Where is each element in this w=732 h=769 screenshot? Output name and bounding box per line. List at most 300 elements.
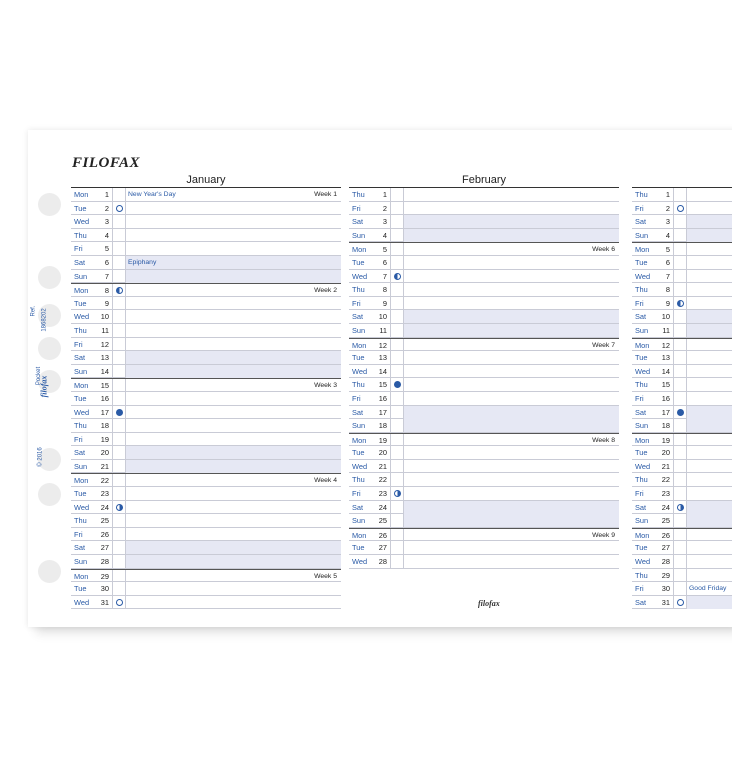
note-area[interactable] bbox=[686, 202, 732, 215]
note-area[interactable] bbox=[686, 460, 732, 473]
note-area[interactable] bbox=[125, 501, 341, 514]
note-area[interactable] bbox=[403, 555, 619, 568]
day-row[interactable] bbox=[349, 242, 619, 256]
day-row[interactable] bbox=[71, 555, 341, 569]
day-row[interactable] bbox=[71, 541, 341, 555]
moon-cell bbox=[390, 256, 402, 269]
day-row[interactable] bbox=[71, 446, 341, 460]
note-area[interactable] bbox=[403, 529, 619, 542]
note-area[interactable] bbox=[403, 270, 619, 283]
note-area[interactable] bbox=[686, 419, 732, 432]
day-name: Wed bbox=[352, 271, 368, 281]
day-row[interactable] bbox=[71, 256, 341, 270]
day-number: 22 bbox=[100, 476, 109, 486]
day-row[interactable] bbox=[632, 229, 732, 243]
day-row[interactable] bbox=[349, 351, 619, 365]
month-column bbox=[349, 173, 619, 569]
day-row[interactable] bbox=[632, 473, 732, 487]
day-name: Tue bbox=[352, 543, 365, 553]
note-area[interactable] bbox=[125, 596, 341, 609]
day-row[interactable] bbox=[349, 419, 619, 433]
day-row[interactable] bbox=[349, 188, 619, 202]
day-row[interactable] bbox=[632, 460, 732, 474]
moon-cell bbox=[390, 419, 402, 432]
day-row[interactable] bbox=[632, 419, 732, 433]
note-area[interactable] bbox=[125, 229, 341, 242]
day-number: 1 bbox=[104, 190, 109, 199]
first-quarter-moon-icon bbox=[677, 504, 684, 511]
note-area[interactable] bbox=[403, 188, 619, 201]
day-row[interactable] bbox=[632, 283, 732, 297]
moon-cell bbox=[390, 446, 402, 459]
day-name: Sat bbox=[635, 312, 647, 322]
day-number: 12 bbox=[100, 339, 109, 349]
day-name: Sat bbox=[74, 257, 86, 267]
day-name: Mon bbox=[352, 245, 367, 255]
moon-cell bbox=[673, 256, 685, 269]
note-area[interactable] bbox=[686, 270, 732, 283]
note-area[interactable] bbox=[686, 596, 732, 609]
day-name: Sun bbox=[635, 421, 649, 431]
day-number: 7 bbox=[104, 271, 109, 281]
note-area[interactable] bbox=[686, 351, 732, 364]
note-area[interactable] bbox=[125, 460, 341, 473]
day-name: Tue bbox=[352, 257, 365, 267]
day-row[interactable] bbox=[349, 473, 619, 487]
day-row[interactable] bbox=[349, 446, 619, 460]
moon-cell bbox=[112, 324, 124, 337]
day-row[interactable] bbox=[632, 596, 732, 610]
note-area[interactable] bbox=[403, 283, 619, 296]
note-area[interactable] bbox=[686, 501, 732, 514]
note-area[interactable] bbox=[125, 474, 341, 487]
note-area[interactable] bbox=[403, 460, 619, 473]
note-area[interactable] bbox=[686, 487, 732, 500]
day-name: Fri bbox=[635, 584, 644, 594]
note-area[interactable] bbox=[403, 473, 619, 486]
day-number: 31 bbox=[100, 597, 109, 607]
moon-cell bbox=[673, 339, 685, 352]
day-name: Sat bbox=[352, 502, 364, 512]
note-area[interactable] bbox=[125, 528, 341, 541]
day-row[interactable] bbox=[349, 297, 619, 311]
day-number: 5 bbox=[104, 244, 109, 254]
moon-cell bbox=[112, 582, 124, 595]
day-row[interactable] bbox=[349, 501, 619, 515]
day-row[interactable] bbox=[632, 569, 732, 583]
note-area[interactable] bbox=[125, 446, 341, 459]
note-area[interactable] bbox=[125, 202, 341, 215]
full-moon-icon bbox=[677, 599, 684, 606]
day-row[interactable] bbox=[349, 528, 619, 542]
day-row[interactable] bbox=[632, 256, 732, 270]
holiday-label: New Year's Day bbox=[128, 191, 176, 198]
note-area[interactable] bbox=[125, 242, 341, 255]
week-number: Week 5 bbox=[314, 572, 337, 580]
week-number: Week 2 bbox=[314, 287, 337, 295]
note-area[interactable] bbox=[403, 365, 619, 378]
moon-cell bbox=[673, 501, 685, 514]
day-number: 17 bbox=[661, 407, 670, 417]
day-row[interactable] bbox=[349, 256, 619, 270]
day-row[interactable] bbox=[71, 582, 341, 596]
day-name: Fri bbox=[635, 298, 644, 308]
planner-sheet bbox=[28, 130, 732, 627]
note-area[interactable] bbox=[686, 473, 732, 486]
day-name: Mon bbox=[74, 381, 89, 391]
day-number: 11 bbox=[379, 325, 387, 335]
note-area[interactable] bbox=[125, 392, 341, 405]
note-area[interactable] bbox=[686, 365, 732, 378]
day-number: 27 bbox=[100, 543, 109, 553]
day-row[interactable] bbox=[71, 569, 341, 583]
note-area[interactable] bbox=[403, 229, 619, 242]
note-area[interactable] bbox=[403, 324, 619, 337]
day-row[interactable] bbox=[632, 202, 732, 216]
day-row[interactable] bbox=[632, 365, 732, 379]
note-area[interactable] bbox=[686, 446, 732, 459]
day-name: Sun bbox=[74, 366, 88, 376]
side-copyright: © 2016 bbox=[37, 447, 44, 467]
day-row[interactable] bbox=[349, 270, 619, 284]
day-row[interactable] bbox=[349, 514, 619, 528]
note-area[interactable] bbox=[125, 310, 341, 323]
day-row[interactable] bbox=[349, 541, 619, 555]
side-ref-number: 1868202 bbox=[41, 308, 48, 332]
day-name: Fri bbox=[352, 393, 361, 403]
moon-cell bbox=[390, 460, 402, 473]
note-area[interactable] bbox=[686, 569, 732, 582]
day-row[interactable] bbox=[71, 270, 341, 284]
moon-cell bbox=[112, 188, 124, 201]
day-name: Mon bbox=[352, 435, 367, 445]
note-area[interactable] bbox=[125, 284, 341, 297]
day-number: 16 bbox=[661, 393, 670, 403]
note-area[interactable] bbox=[403, 419, 619, 432]
day-row[interactable] bbox=[71, 528, 341, 542]
side-brand: filofax bbox=[39, 375, 49, 398]
note-area[interactable] bbox=[403, 297, 619, 310]
day-row[interactable] bbox=[71, 596, 341, 610]
day-row[interactable] bbox=[71, 215, 341, 229]
day-row[interactable] bbox=[349, 229, 619, 243]
day-row[interactable] bbox=[71, 419, 341, 433]
day-row[interactable] bbox=[349, 215, 619, 229]
day-name: Thu bbox=[635, 190, 648, 199]
day-number: 23 bbox=[378, 489, 387, 499]
note-area[interactable] bbox=[403, 215, 619, 228]
day-row[interactable] bbox=[632, 555, 732, 569]
note-area[interactable] bbox=[686, 514, 732, 527]
moon-cell bbox=[112, 541, 124, 554]
day-row[interactable] bbox=[632, 433, 732, 447]
day-name: Tue bbox=[74, 489, 87, 499]
note-area[interactable] bbox=[125, 555, 341, 568]
day-row[interactable] bbox=[632, 242, 732, 256]
day-row[interactable] bbox=[71, 460, 341, 474]
moon-cell bbox=[112, 242, 124, 255]
note-area[interactable] bbox=[686, 406, 732, 419]
note-area[interactable] bbox=[686, 188, 732, 201]
note-area[interactable] bbox=[125, 406, 341, 419]
day-row[interactable] bbox=[71, 406, 341, 420]
note-area[interactable] bbox=[125, 297, 341, 310]
day-number: 22 bbox=[378, 475, 387, 485]
day-name: Tue bbox=[74, 584, 87, 594]
note-area[interactable] bbox=[686, 378, 732, 391]
day-number: 4 bbox=[382, 230, 387, 240]
day-number: 8 bbox=[382, 285, 387, 295]
day-row[interactable] bbox=[349, 555, 619, 569]
note-area[interactable] bbox=[686, 529, 732, 542]
day-name: Sat bbox=[635, 217, 647, 227]
day-number: 29 bbox=[661, 570, 670, 580]
day-name: Mon bbox=[74, 190, 89, 199]
note-area[interactable] bbox=[125, 379, 341, 392]
last-quarter-moon-icon bbox=[677, 300, 684, 307]
moon-cell bbox=[673, 324, 685, 337]
day-row[interactable] bbox=[71, 324, 341, 338]
day-name: Sun bbox=[74, 557, 88, 567]
note-area[interactable] bbox=[403, 514, 619, 527]
day-row[interactable] bbox=[71, 283, 341, 297]
moon-cell bbox=[673, 229, 685, 242]
day-number: 29 bbox=[100, 571, 109, 581]
day-number: 8 bbox=[665, 285, 670, 295]
day-row[interactable] bbox=[71, 242, 341, 256]
note-area[interactable] bbox=[686, 541, 732, 554]
day-number: 26 bbox=[661, 530, 670, 540]
day-number: 26 bbox=[100, 529, 109, 539]
moon-cell bbox=[112, 501, 124, 514]
note-area[interactable] bbox=[403, 339, 619, 352]
day-row[interactable] bbox=[71, 514, 341, 528]
day-number: 5 bbox=[382, 245, 387, 255]
moon-cell bbox=[673, 541, 685, 554]
moon-cell bbox=[390, 487, 402, 500]
day-name: Tue bbox=[635, 543, 648, 553]
note-area[interactable] bbox=[403, 351, 619, 364]
note-area[interactable] bbox=[125, 351, 341, 364]
note-area[interactable] bbox=[403, 202, 619, 215]
day-number: 19 bbox=[661, 435, 670, 445]
note-area[interactable] bbox=[403, 310, 619, 323]
note-area[interactable] bbox=[686, 229, 732, 242]
note-area[interactable] bbox=[686, 339, 732, 352]
note-area[interactable] bbox=[686, 215, 732, 228]
last-quarter-moon-icon bbox=[116, 287, 123, 294]
day-row[interactable] bbox=[349, 283, 619, 297]
day-row[interactable] bbox=[632, 528, 732, 542]
moon-cell bbox=[390, 378, 402, 391]
day-row[interactable] bbox=[632, 310, 732, 324]
day-name: Sat bbox=[74, 448, 86, 458]
note-area[interactable] bbox=[403, 501, 619, 514]
day-row[interactable] bbox=[71, 378, 341, 392]
day-row[interactable] bbox=[349, 310, 619, 324]
day-row[interactable] bbox=[71, 310, 341, 324]
day-row[interactable] bbox=[71, 229, 341, 243]
day-row[interactable] bbox=[632, 514, 732, 528]
day-row[interactable] bbox=[632, 188, 732, 202]
day-row[interactable] bbox=[349, 324, 619, 338]
day-number: 21 bbox=[661, 461, 670, 471]
day-number: 16 bbox=[378, 393, 387, 403]
day-name: Thu bbox=[635, 570, 648, 580]
day-row[interactable] bbox=[632, 338, 732, 352]
note-area[interactable] bbox=[403, 406, 619, 419]
moon-cell bbox=[390, 473, 402, 486]
day-row[interactable] bbox=[632, 446, 732, 460]
day-number: 5 bbox=[665, 245, 670, 255]
day-row[interactable] bbox=[349, 202, 619, 216]
day-row[interactable] bbox=[71, 501, 341, 515]
note-area[interactable] bbox=[686, 283, 732, 296]
day-row[interactable] bbox=[71, 392, 341, 406]
day-row[interactable] bbox=[71, 365, 341, 379]
day-row[interactable] bbox=[349, 378, 619, 392]
day-name: Fri bbox=[635, 489, 644, 499]
day-row[interactable] bbox=[71, 188, 341, 202]
footer-brand: filofax bbox=[478, 599, 500, 608]
moon-cell bbox=[390, 283, 402, 296]
note-area[interactable] bbox=[125, 215, 341, 228]
day-name: Wed bbox=[352, 557, 368, 567]
note-area[interactable] bbox=[403, 446, 619, 459]
moon-cell bbox=[390, 555, 402, 568]
day-row[interactable] bbox=[632, 392, 732, 406]
moon-cell bbox=[673, 215, 685, 228]
day-name: Tue bbox=[635, 257, 648, 267]
day-name: Mon bbox=[635, 245, 650, 255]
moon-cell bbox=[673, 406, 685, 419]
day-name: Thu bbox=[74, 516, 87, 526]
note-area[interactable] bbox=[686, 243, 732, 256]
moon-cell bbox=[112, 474, 124, 487]
month-title: January bbox=[71, 173, 341, 188]
day-name: Wed bbox=[74, 597, 90, 607]
note-area[interactable] bbox=[686, 555, 732, 568]
note-area[interactable] bbox=[403, 243, 619, 256]
day-number: 30 bbox=[661, 584, 670, 594]
day-row[interactable] bbox=[632, 351, 732, 365]
moon-cell bbox=[112, 460, 124, 473]
note-area[interactable] bbox=[125, 324, 341, 337]
note-area[interactable] bbox=[686, 324, 732, 337]
day-number: 21 bbox=[100, 461, 109, 471]
day-name: Tue bbox=[74, 298, 87, 308]
note-area[interactable] bbox=[686, 392, 732, 405]
note-area[interactable] bbox=[125, 541, 341, 554]
note-area[interactable] bbox=[125, 419, 341, 432]
note-area[interactable] bbox=[125, 433, 341, 446]
day-row[interactable] bbox=[349, 460, 619, 474]
day-number: 10 bbox=[100, 312, 109, 322]
note-area[interactable] bbox=[125, 365, 341, 378]
day-number: 7 bbox=[665, 271, 670, 281]
side-size: Pocket bbox=[36, 366, 43, 386]
day-name: Tue bbox=[352, 353, 365, 363]
day-row[interactable] bbox=[349, 487, 619, 501]
moon-cell bbox=[390, 514, 402, 527]
day-row[interactable] bbox=[349, 338, 619, 352]
punch-hole bbox=[38, 266, 61, 289]
note-area[interactable] bbox=[403, 487, 619, 500]
note-area[interactable] bbox=[686, 256, 732, 269]
day-row[interactable] bbox=[349, 365, 619, 379]
note-area[interactable] bbox=[125, 270, 341, 283]
day-name: Sat bbox=[352, 217, 364, 227]
note-area[interactable] bbox=[403, 256, 619, 269]
note-area[interactable] bbox=[403, 378, 619, 391]
day-row[interactable] bbox=[632, 324, 732, 338]
moon-cell bbox=[673, 419, 685, 432]
note-area[interactable] bbox=[125, 514, 341, 527]
day-name: Thu bbox=[352, 190, 365, 199]
note-area[interactable] bbox=[686, 297, 732, 310]
day-row[interactable] bbox=[632, 215, 732, 229]
day-row[interactable] bbox=[71, 433, 341, 447]
day-row[interactable] bbox=[632, 378, 732, 392]
moon-cell bbox=[673, 473, 685, 486]
week-number: Week 6 bbox=[592, 246, 615, 254]
note-area[interactable] bbox=[686, 310, 732, 323]
note-area[interactable] bbox=[403, 392, 619, 405]
day-row[interactable] bbox=[71, 297, 341, 311]
moon-cell bbox=[673, 596, 685, 609]
note-area[interactable] bbox=[125, 487, 341, 500]
day-row[interactable] bbox=[349, 406, 619, 420]
day-row[interactable] bbox=[349, 392, 619, 406]
note-area[interactable] bbox=[125, 256, 341, 269]
day-row[interactable] bbox=[632, 487, 732, 501]
moon-cell bbox=[390, 297, 402, 310]
moon-cell bbox=[112, 202, 124, 215]
day-row[interactable] bbox=[632, 297, 732, 311]
day-row[interactable] bbox=[71, 202, 341, 216]
first-quarter-moon-icon bbox=[394, 490, 401, 497]
day-row[interactable] bbox=[71, 487, 341, 501]
moon-cell bbox=[390, 365, 402, 378]
day-row[interactable] bbox=[71, 473, 341, 487]
moon-cell bbox=[112, 379, 124, 392]
day-row[interactable] bbox=[632, 406, 732, 420]
day-name: Tue bbox=[635, 448, 648, 458]
day-number: 18 bbox=[661, 421, 670, 431]
moon-cell bbox=[390, 215, 402, 228]
note-area[interactable] bbox=[403, 541, 619, 554]
day-row[interactable] bbox=[632, 270, 732, 284]
moon-cell bbox=[112, 392, 124, 405]
note-area[interactable] bbox=[403, 434, 619, 447]
day-row[interactable] bbox=[632, 582, 732, 596]
day-name: Thu bbox=[352, 285, 365, 295]
moon-cell bbox=[390, 188, 402, 201]
note-area[interactable] bbox=[686, 434, 732, 447]
day-row[interactable] bbox=[71, 338, 341, 352]
day-row[interactable] bbox=[349, 433, 619, 447]
note-area[interactable] bbox=[125, 582, 341, 595]
note-area[interactable] bbox=[125, 570, 341, 583]
day-row[interactable] bbox=[632, 501, 732, 515]
day-name: Fri bbox=[74, 434, 83, 444]
moon-cell bbox=[112, 310, 124, 323]
day-row[interactable] bbox=[71, 351, 341, 365]
day-row[interactable] bbox=[632, 541, 732, 555]
note-area[interactable] bbox=[125, 338, 341, 351]
day-name: Wed bbox=[635, 271, 651, 281]
moon-cell bbox=[673, 529, 685, 542]
